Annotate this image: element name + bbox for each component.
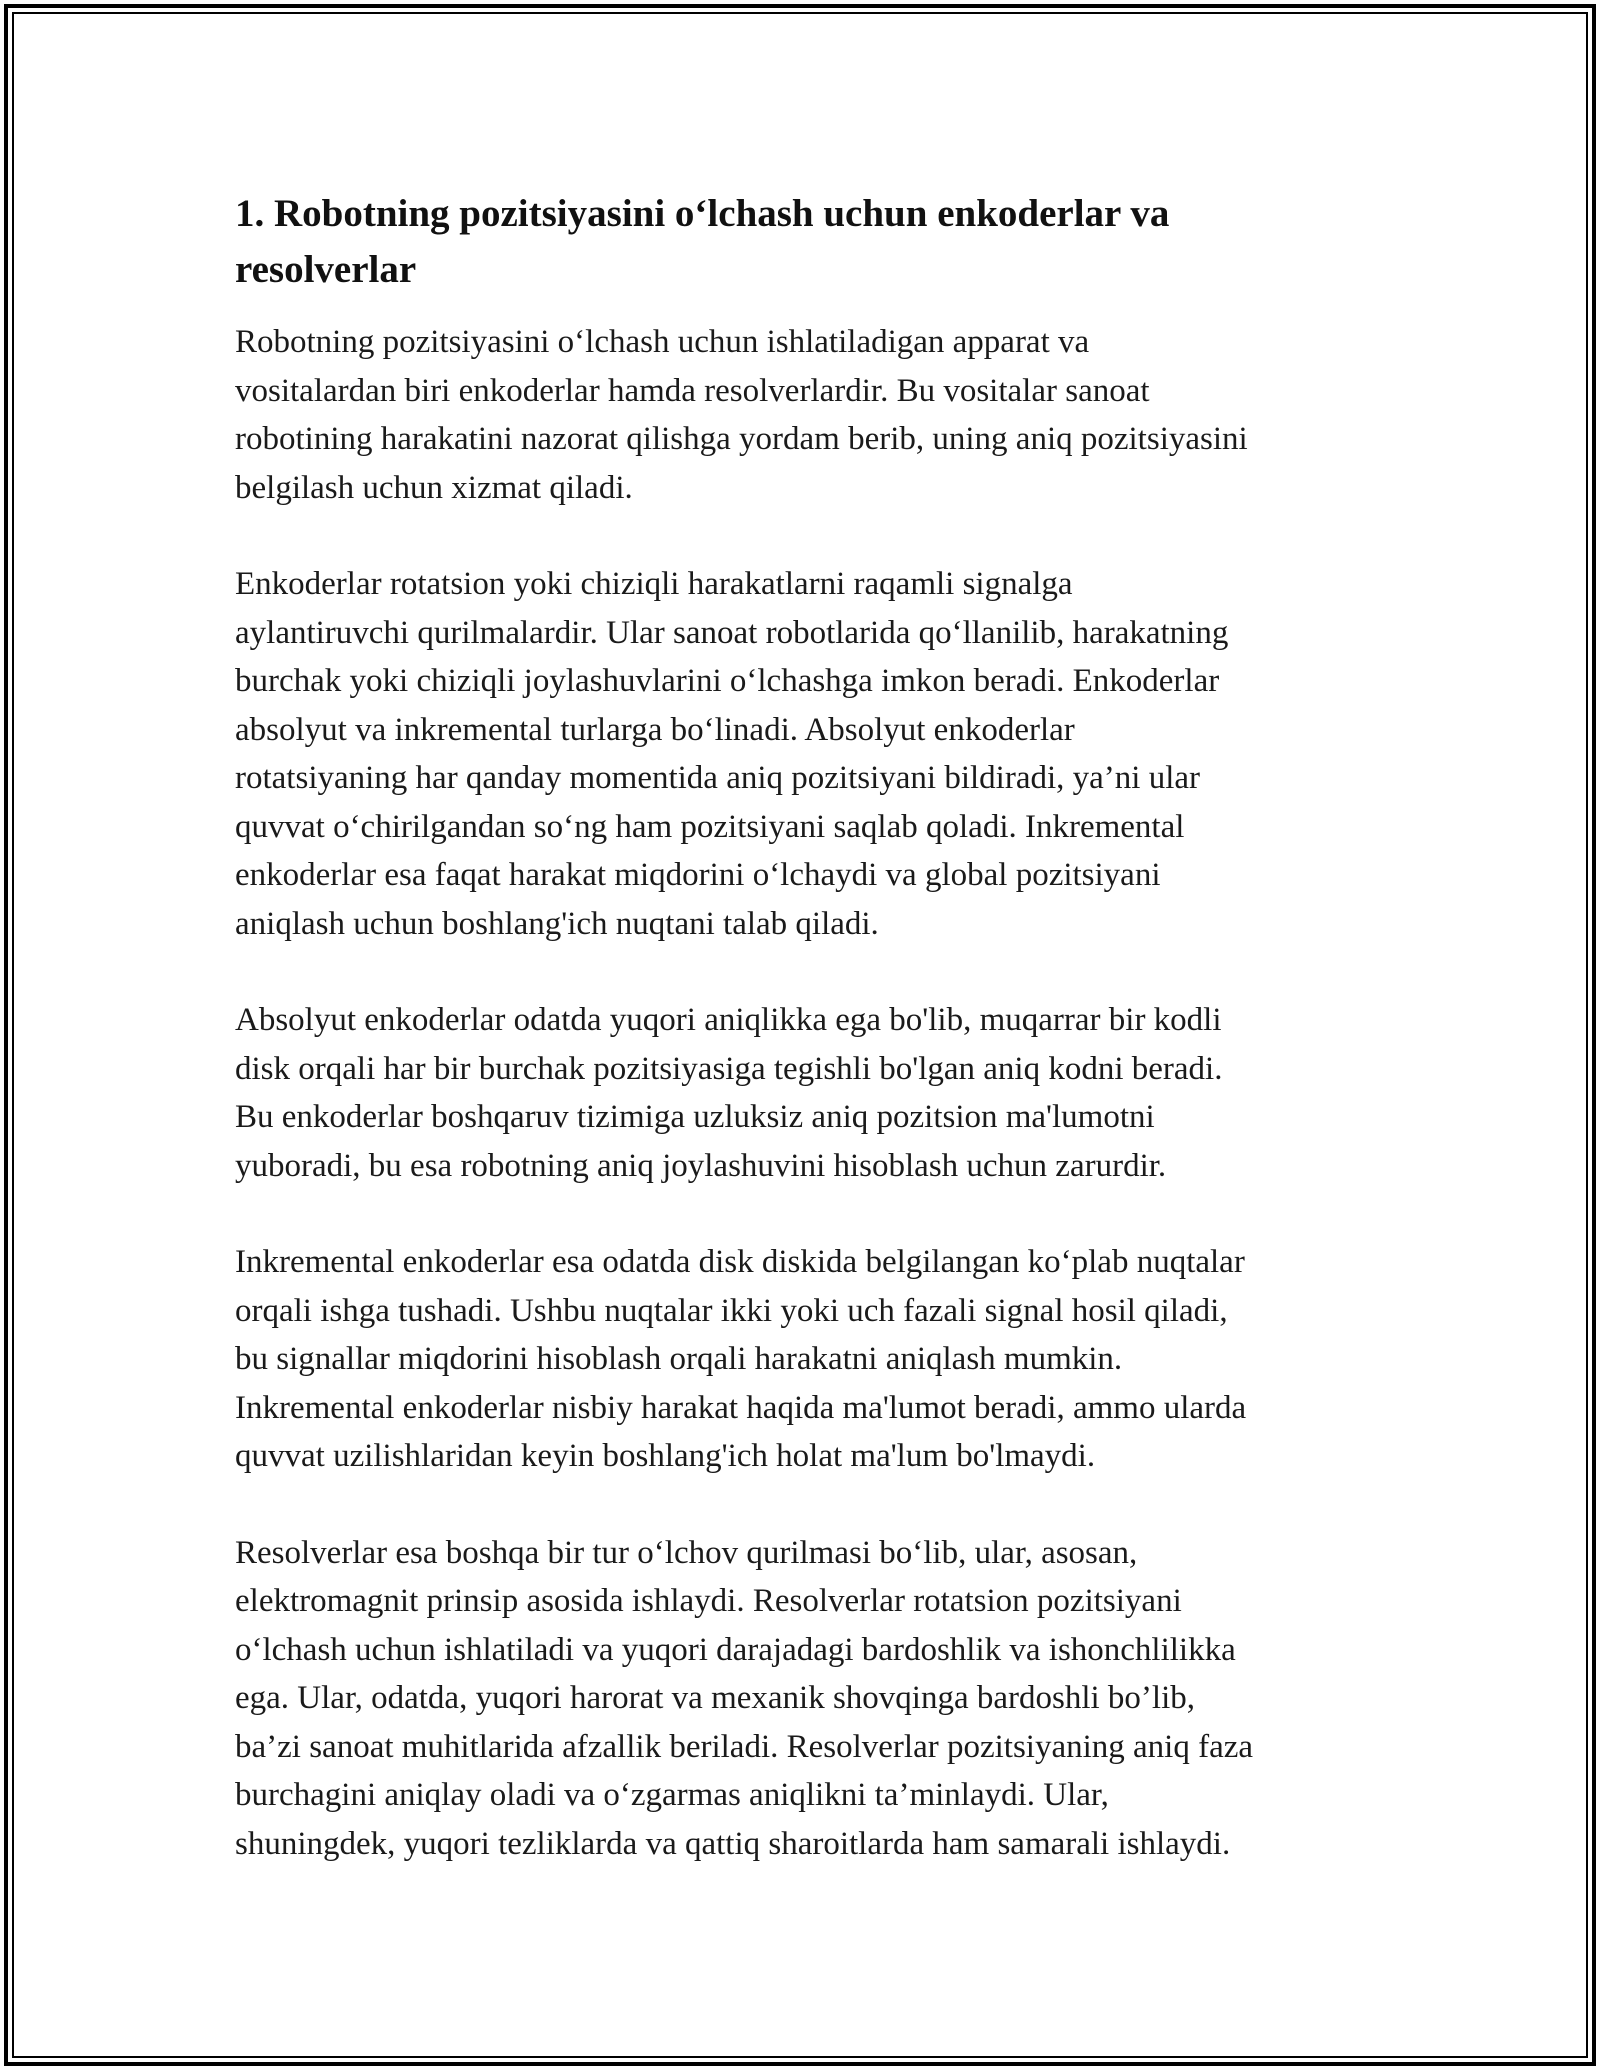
- paragraph-encoders: Enkoderlar rotatsion yoki chiziqli harakatlarni raqamli signalga aylantiruvchi qurilmalardir. Ular sanoat robotlarida qo‘llanilib, harakatning burchak yoki chiziqli joylashuvlarini o‘lchashga imkon beradi. Enkoderlar absolyut va inkremental turlarga bo‘linadi. Absolyut enkoderlar rotatsiyaning har qanday momentida aniq pozitsiyani bildiradi, ya’ni ular quvvat o‘chirilgandan so‘ng ham pozitsiyani saqlab qoladi. Inkremental enkoderlar esa faqat harakat miqdorini o‘lchaydi va global pozitsiyani aniqlash uchun boshlang'ich nuqtani talab qiladi.: [235, 566, 1229, 942]
- document-body: [235, 186, 1395, 1916]
- paragraph-incremental-encoders: Inkremental enkoderlar esa odatda disk diskida belgilangan ko‘plab nuqtalar orqali ishga tushadi. Ushbu nuqtalar ikki yoki uch fazali signal hosil qiladi, bu signallar miqdorini hisoblash orqali harakatni aniqlash mumkin. Inkremental enkoderlar nisbiy harakat haqida ma'lumot beradi, ammo ularda quvvat uzilishlaridan keyin boshlang'ich holat ma'lum bo'lmaydi.: [235, 1244, 1247, 1474]
- paragraph-intro: Robotning pozitsiyasini o‘lchash uchun ishlatiladigan apparat va vositalardan biri enkoderlar hamda resolverlardir. Bu vositalar sanoat robotining harakatini nazorat qilishga yordam berib, uning aniq pozitsiyasini belgilash uchun xizmat qiladi.: [235, 324, 1248, 506]
- paragraph-resolvers: Resolverlar esa boshqa bir tur o‘lchov qurilmasi bo‘lib, ular, asosan, elektromagnit prinsip asosida ishlaydi. Resolverlar rotatsion pozitsiyani o‘lchash uchun ishlatiladi va yuqori darajadagi bardoshlik va ishonchlilikka ega. Ular, odatda, yuqori harorat va mexanik shovqinga bardoshli bo’lib, ba’zi sanoat muhitlarida afzallik beriladi. Resolverlar pozitsiyaning aniq faza burchagini aniqlay oladi va o‘zgarmas aniqlikni ta’minlaydi. Ular, shuningdek, yuqori tezliklarda va qattiq sharoitlarda ham samarali ishlaydi.: [235, 1534, 1254, 1862]
- paragraph-absolute-encoders: Absolyut enkoderlar odatda yuqori aniqlikka ega bo'lib, muqarrar bir kodli disk orqali har bir burchak pozitsiyasiga tegishli bo'lgan aniq kodni beradi. Bu enkoderlar boshqaruv tizimiga uzluksiz aniq pozitsion ma'lumotni yuboradi, bu esa robotning aniq joylashuvini hisoblash uchun zarurdir.: [235, 1002, 1223, 1184]
- section-heading: 1. Robotning pozitsiyasini o‘lchash uchun enkoderlar va resolverlar: [235, 192, 1170, 291]
